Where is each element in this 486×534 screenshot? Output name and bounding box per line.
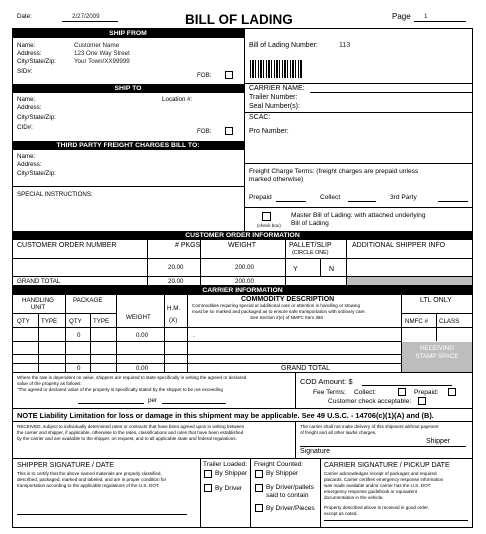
freight-top-line	[244, 163, 473, 164]
ship-from-name-value: Customer Name	[74, 42, 120, 49]
date-value: 2/27/2009	[72, 13, 100, 20]
counted-by-shipper-checkbox[interactable]	[255, 470, 263, 478]
value-amount-blank[interactable]	[78, 403, 144, 404]
terms-signature-line[interactable]	[300, 446, 466, 447]
order-header-line	[12, 258, 473, 259]
third-party-blank[interactable]	[438, 201, 468, 202]
receiving-label: RECEIVING	[419, 345, 455, 352]
fee-prepaid-checkbox[interactable]	[448, 388, 456, 396]
ship-to-cid-label: CID#:	[17, 124, 33, 131]
counted-by-shipper-label: By Shipper	[266, 470, 299, 477]
col-class: CLASS	[439, 318, 460, 325]
carrier-row-weight: 0.00	[136, 332, 149, 339]
loaded-by-shipper-label: By Shipper	[215, 470, 248, 477]
pallet-no[interactable]: N	[329, 266, 335, 273]
carrier-sig-text-3: was made available and/or carrier has the U.S. DOT	[324, 483, 431, 488]
master-bol-checkbox[interactable]	[262, 212, 271, 221]
third-party-freight-label: 3rd Party	[390, 194, 417, 201]
form-title: BILL OF LADING	[185, 12, 293, 27]
col-hu-type: TYPE	[41, 318, 58, 325]
commodity-note-1: Commodities requiring special or additional care or attention in handling or stowing	[192, 303, 361, 308]
col-pkgs: # PKGS	[175, 242, 201, 249]
order-col-line-3	[285, 240, 286, 285]
shipper-sig-text-3: transportation according to the applicable regulations of the U.S. DOT.	[17, 483, 160, 488]
carrier-total-shade	[402, 364, 472, 372]
counted-by-driver-pieces-checkbox[interactable]	[255, 504, 263, 512]
col-weight: WEIGHT	[228, 242, 256, 249]
carrier-col-1	[38, 313, 39, 372]
terms-right-1: The carrier shall not make delivery of this shipment without payment	[300, 424, 439, 429]
order-grand-total-label: GRAND TOTAL	[17, 278, 61, 285]
fee-collect-label: Collect:	[354, 389, 376, 396]
col-hu-qty: QTY	[17, 318, 30, 325]
carrier-total-weight: 0.00	[136, 365, 149, 372]
commodity-note-3: See Section 2(e) of NMFC Item 360	[250, 315, 324, 320]
cod-amount-blank[interactable]	[362, 385, 452, 386]
prepaid-label: Prepaid	[249, 194, 272, 201]
terms-signature-label: Signature	[300, 448, 330, 455]
stamp-space-label: STAMP SPACE	[415, 353, 459, 360]
special-instructions-label: SPECIAL INSTRUCTIONS:	[17, 191, 93, 198]
customer-check-label: Customer check acceptable:	[328, 398, 412, 405]
carrier-sig-text-5: documentation in the vehicle.	[324, 495, 384, 500]
order-row-weight: 200.00	[235, 264, 254, 271]
shipper-label: Shipper	[426, 438, 451, 445]
col-hm: H.M.	[167, 305, 181, 312]
carrier-name-label: CARRIER NAME:	[249, 85, 305, 92]
scac-label: SCAC:	[249, 114, 271, 121]
loaded-by-driver-label: By Driver	[215, 485, 243, 492]
shipper-signature-line[interactable]	[17, 514, 187, 515]
carrier-sig-text-1: Carrier acknowledges receipt of packages and required	[324, 471, 437, 476]
ship-from-address-label: Address:	[17, 50, 42, 57]
master-bol-line2: Bill of Lading	[291, 220, 329, 227]
barcode-image	[250, 60, 302, 78]
col-hm-x: (X)	[169, 317, 178, 324]
loaded-by-driver-checkbox[interactable]	[204, 484, 212, 492]
col-commodity: COMMODITY DESCRIPTION	[241, 296, 335, 303]
cod-amount-label: COD Amount: $	[300, 377, 353, 386]
counted-by-driver-pallets-label: By Driver/pallets	[266, 484, 315, 491]
carrier-sig-text-7: except as noted.	[324, 511, 358, 516]
ship-to-city-label: City/State/Zip:	[17, 114, 56, 121]
ship-from-bar: SHIP FROM	[12, 29, 244, 38]
col-carrier-weight: WEIGHT	[126, 314, 151, 321]
col-pkg-type: TYPE	[93, 318, 110, 325]
sig-divider-1	[200, 458, 201, 528]
page-value: 1	[424, 13, 428, 20]
note-bottom-line	[12, 421, 473, 422]
carrier-row-line-2	[12, 354, 401, 355]
col-ltl-only: LTL ONLY	[420, 297, 452, 304]
value-text-3: "The agreed or declared value of the property is specifically stated by the shipper to be not exceeding	[17, 387, 223, 392]
ltl-sub-line	[401, 313, 473, 314]
col-customer-order-number: CUSTOMER ORDER NUMBER	[17, 242, 117, 249]
prepaid-blank[interactable]	[276, 201, 306, 202]
fee-prepaid-label: Prepaid:	[414, 389, 439, 396]
seal-bottom-line	[244, 112, 473, 113]
carrier-total-line	[12, 372, 473, 373]
carrier-row-line-3	[12, 363, 401, 364]
fee-terms-label: Fee Terms:	[313, 389, 346, 396]
trailer-number-label: Trailer Number:	[249, 94, 298, 101]
carrier-row-dot: .	[193, 332, 195, 339]
value-text-2: value of the property as follows:	[17, 381, 82, 386]
order-grand-total-weight: 200.00	[235, 278, 254, 285]
third-party-name-label: Name:	[17, 153, 36, 160]
carrier-row-pkg-qty: 0	[77, 332, 81, 339]
carrier-grand-total-label: GRAND TOTAL	[281, 365, 331, 372]
carrier-sig-text-4: emergency response guidebook or equivalent	[324, 489, 417, 494]
third-party-bottom-line	[12, 186, 244, 187]
loaded-by-shipper-checkbox[interactable]	[204, 470, 212, 478]
terms-left-3: by the carrier and are available to the shipper, on request, and to all applicable state and federal regulations.	[17, 436, 237, 441]
carrier-signature-title: CARRIER SIGNATURE / PICKUP DATE	[324, 462, 450, 469]
master-bol-line1: Master Bill of Lading: with attached underlying	[291, 212, 426, 219]
carrier-header-line	[12, 327, 473, 328]
col-package: PACKAGE	[73, 297, 103, 304]
order-col-line-yn	[320, 258, 321, 276]
ship-to-name-label: Name:	[17, 96, 36, 103]
customer-check-checkbox[interactable]	[418, 397, 426, 405]
bol-number-value: 113	[339, 42, 351, 49]
third-party-city-label: City/State/Zip:	[17, 170, 56, 177]
shipper-sig-text-1: This is to certify that the above named materials are properly classified,	[17, 471, 162, 476]
sig-divider-2	[250, 458, 251, 528]
value-text-1: Where the rate is dependent on value, shippers are required to state specifically in writing the agreed or declared	[17, 375, 247, 380]
counted-by-driver-pieces-label: By Driver/Pieces	[266, 505, 315, 512]
carrier-col-4	[116, 295, 117, 372]
ship-from-fob-checkbox[interactable]	[225, 71, 233, 79]
third-party-address-label: Address:	[17, 161, 42, 168]
freight-counted-title: Freight Counted:	[254, 461, 304, 468]
check-box-hint: (check box)	[257, 223, 281, 228]
carrier-col-8	[436, 313, 437, 341]
col-handling-unit: HANDLING UNIT	[22, 297, 54, 311]
carrier-row-line-1	[12, 341, 401, 342]
order-grand-total-shade	[347, 277, 472, 285]
said-to-contain-label: said to contain	[266, 492, 309, 499]
terms-right-2: of freight and all other lawful charges.	[300, 430, 377, 435]
sig-divider-3	[320, 458, 321, 528]
shipper-sig-text-2: described, packaged, marked and labeled, and are in proper condition for	[17, 477, 167, 482]
third-party-bar: THIRD PARTY FREIGHT CHARGES BILL TO:	[12, 141, 244, 150]
date-label: Date:	[17, 13, 32, 20]
ship-from-address-value: 123 One Way Street	[74, 50, 130, 57]
order-grand-total-pkgs: 20.00	[168, 278, 184, 285]
page-underline	[414, 21, 466, 22]
col-nmfc: NMFC #	[405, 318, 429, 325]
pallet-yes[interactable]: Y	[293, 266, 298, 273]
bol-number-label: Bill of Lading Number:	[249, 42, 318, 49]
freight-terms-line1: Freight Charge Terms: (freight charges are prepaid unless	[249, 168, 419, 175]
carrier-col-6	[187, 295, 188, 372]
value-per-blank[interactable]	[162, 403, 226, 404]
customer-order-bar: CUSTOMER ORDER INFORMATION	[12, 231, 473, 240]
terms-left-1: RECEIVED, subject to individually determined rates or contracts that have been agreed upon in writing between	[17, 424, 245, 429]
pro-number-label: Pro Number:	[249, 128, 289, 135]
commodity-note-2: must be so marked and packaged as to ensure safe transportation with ordinary care.	[192, 309, 366, 314]
freight-bottom-line	[244, 207, 473, 208]
carrier-name-underline	[310, 92, 472, 93]
ship-to-bar: SHIP TO	[12, 84, 244, 93]
order-col-line-2	[200, 240, 201, 285]
liability-note: NOTE Liability Limitation for loss or damage in this shipment may be applicable. See 49 U.S.C. - 14706(c)(1)(A) and (B).	[17, 411, 434, 420]
freight-terms-line2: marked otherwise)	[249, 176, 304, 183]
note-top-line	[12, 408, 473, 409]
trailer-loaded-title: Trailer Loaded:	[203, 461, 248, 468]
collect-blank[interactable]	[348, 201, 376, 202]
fee-collect-checkbox[interactable]	[398, 388, 406, 396]
value-per-label: per	[148, 397, 157, 404]
col-pkg-qty: QTY	[69, 318, 82, 325]
ship-from-fob-label: FOB:	[197, 72, 212, 79]
seal-number-label: Seal Number(s):	[249, 103, 300, 110]
ship-from-sid-label: SID#:	[17, 68, 33, 75]
carrier-signature-line[interactable]	[324, 520, 468, 521]
order-col-line-1	[147, 240, 148, 285]
terms-left-2: the carrier and shipper, if applicable, otherwise to the rates, classifications and rules that have been established	[17, 430, 244, 435]
ship-to-fob-checkbox[interactable]	[225, 127, 233, 135]
bol-bottom-line	[244, 83, 473, 84]
ship-to-location-label: Location #:	[162, 96, 193, 103]
order-row-pkgs: 20.00	[168, 264, 184, 271]
shipper-signature-title: SHIPPER SIGNATURE / DATE	[17, 462, 114, 469]
carrier-sig-text-6: Property described above is received in good order,	[324, 505, 429, 510]
carrier-total-pkg-qty: 0	[77, 365, 81, 372]
col-additional-info: ADDITIONAL SHIPPER INFO	[352, 242, 446, 249]
date-underline	[62, 21, 118, 22]
carrier-col-3	[90, 313, 91, 372]
ship-to-address-label: Address:	[17, 104, 42, 111]
signature-top-line	[12, 458, 473, 459]
ship-to-fob-label: FOB:	[197, 128, 212, 135]
hu-pkg-sub-line	[12, 313, 116, 314]
page-label: Page	[392, 12, 411, 21]
carrier-sig-text-2: placards. Carrier certifies emergency response information	[324, 477, 444, 482]
carrier-col-5	[164, 295, 165, 372]
terms-divider	[295, 421, 296, 458]
cod-divider	[295, 372, 296, 408]
ship-from-city-label: City/State/Zip:	[17, 58, 56, 65]
ship-from-name-label: Name:	[17, 42, 36, 49]
col-circle-one: (CIRCLE ONE)	[292, 250, 329, 256]
collect-label: Collect	[320, 194, 341, 201]
counted-by-driver-pallets-checkbox[interactable]	[255, 484, 263, 492]
ship-from-city-value: Your Town/XX99999	[74, 58, 130, 65]
carrier-info-bar: CARRIER INFORMATION	[12, 286, 473, 295]
col-pallet-slip: PALLET/SLIP	[289, 242, 332, 249]
carrier-col-2	[65, 295, 66, 372]
top-divider	[244, 28, 245, 231]
